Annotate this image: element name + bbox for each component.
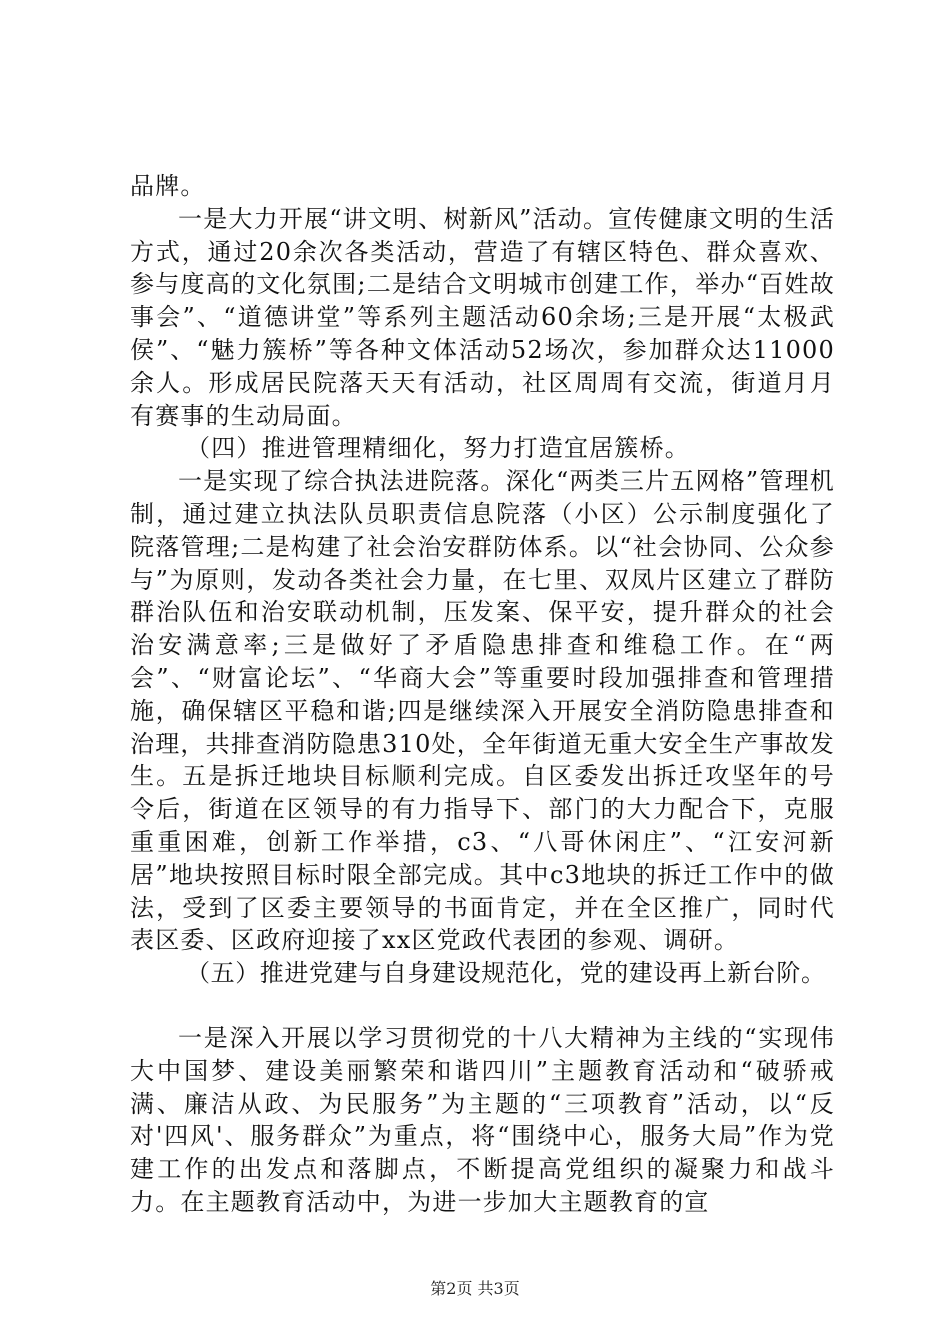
section-heading-five: （五）推进党建与自身建设规范化，党的建设再上新台阶。 — [186, 959, 826, 988]
paragraph-party-building: 一是深入开展以学习贯彻党的十八大精神为主线的“实现伟大中国梦、建设美丽繁荣和谐四川”主题教育活动和“破骄戒满、廉洁从政、为民服务”为主题的“三项教育”活动，以“反对'四风'、服务群众”为重点，将“围绕中心，服务大局”作为党建工作的出发点和落脚点，不断提高党组织的凝聚力和战斗力。在主题教育活动中，为进一步加大主题教育的宣 — [130, 1023, 835, 1216]
page-number-footer: 第2页 共3页 — [430, 1279, 520, 1298]
paragraph-brand-continuation: 品牌。 — [130, 172, 206, 200]
section-heading-four: （四）推进管理精细化，努力打造宜居簇桥。 — [186, 434, 690, 463]
paragraph-civilization-activities: 一是大力开展“讲文明、树新风”活动。宣传健康文明的生活方式，通过20余次各类活动，营造了有辖区特色、群众喜欢、参与度高的文化氛围;二是结合文明城市创建工作，举办“百姓故事会”、“道德讲堂”等系列主题活动60余场;三是开展“太极武侯”、“魅力簇桥”等各种文体活动52场次，参加群众达11000余人。形成居民院落天天有活动，社区周周有交流，街道月月有赛事的生动局面。 — [130, 204, 835, 430]
paragraph-spacer — [130, 990, 835, 1022]
paragraph-management-refinement: 一是实现了综合执法进院落。深化“两类三片五网格”管理机制，通过建立执法队员职责信息院落（小区）公示制度强化了院落管理;二是构建了社会治安群防体系。以“社会协同、公众参与”为原则，发动各类社会力量，在七里、双凤片区建立了群防群治队伍和治安联动机制，压发案、保平安，提升群众的社会治安满意率;三是做好了矛盾隐患排查和维稳工作。在“两会”、“财富论坛”、“华商大会”等重要时段加强排查和管理措施，确保辖区平稳和谐;四是继续深入开展安全消防隐患排查和治理，共排查消防隐患310处，全年街道无重大安全生产事故发生。五是拆迁地块目标顺利完成。自区委发出拆迁攻坚年的号令后，街道在区领导的有力指导下、部门的大力配合下，克服重重困难，创新工作举措，c3、“八哥休闲庄”、“江安河新居”地块按照目标时限全部完成。其中c3地块的拆迁工作中的做法，受到了区委主要领导的书面肯定，并在全区推广，同时代表区委、区政府迎接了xx区党政代表团的参观、调研。 — [130, 467, 835, 955]
document-body — [130, 170, 835, 1219]
